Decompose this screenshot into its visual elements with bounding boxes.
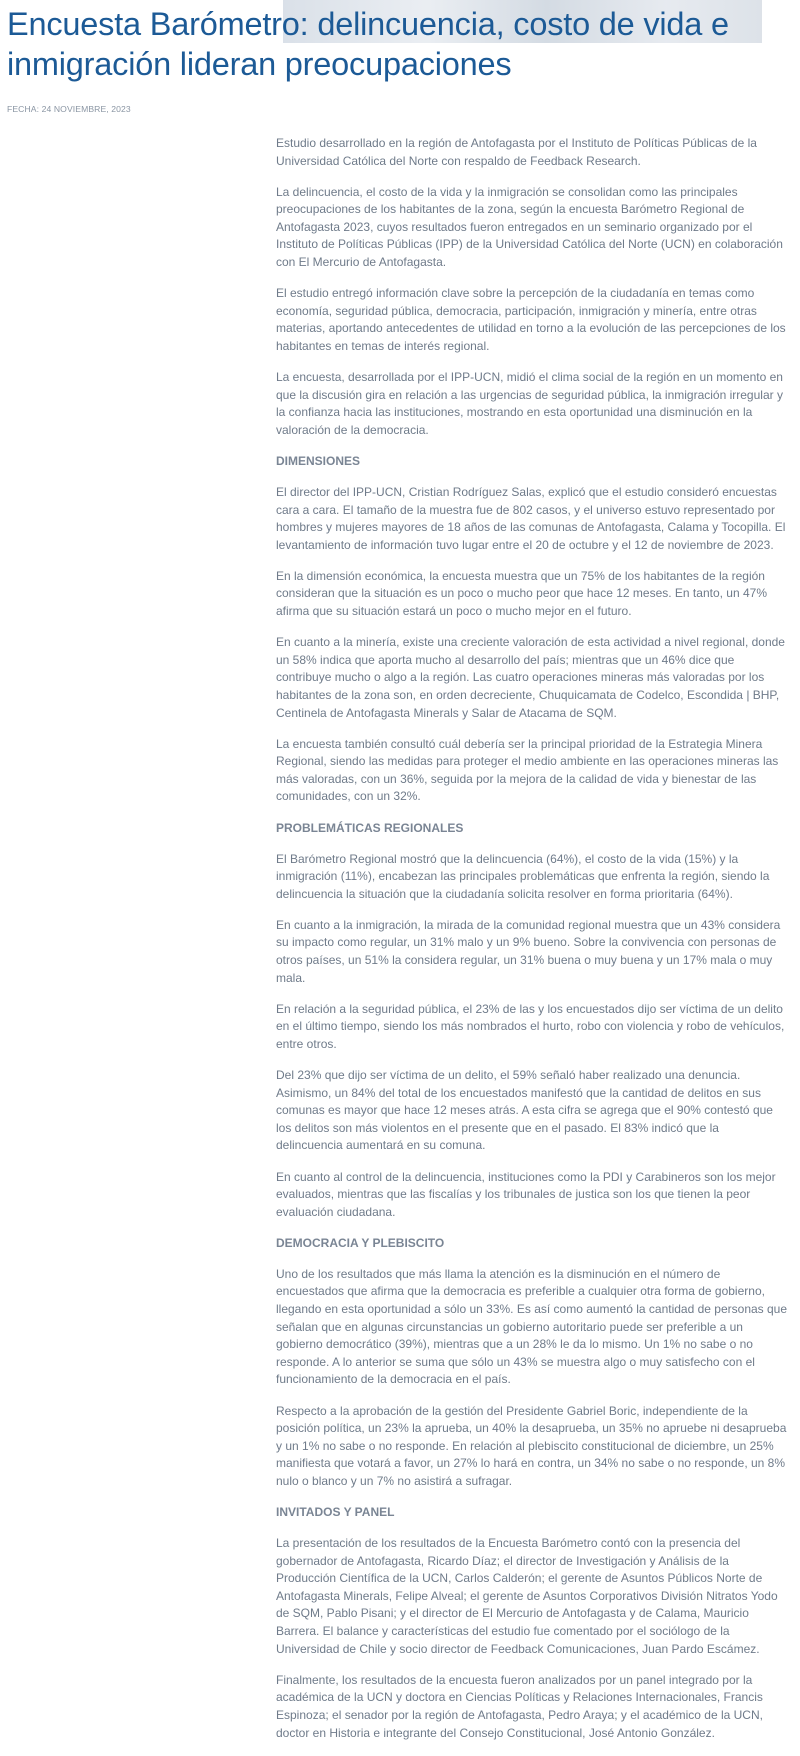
section-heading-dimensiones: DIMENSIONES (276, 453, 361, 468)
paragraph: Respecto a la aprobación de la gestión del Presidente Gabriel Boric, independiente de la posición política, un 23% la aprueba, un 40% la desaprueba, un 35% no apruebe ni desaprueba y un 1% no sabe o no responde. En relación al plebiscito constitucional de diciembre, un 25% manifiesta que votará a favor, un 27% lo hará en contra, un 34% no sabe o no responde, un 8% nulo o blanco y un 7% no asistirá a sufragar. (276, 1403, 787, 1488)
paragraph: La encuesta, desarrollada por el IPP-UCN, midió el clima social de la región en un momento en que la discusión gira en relación a las urgencias de seguridad pública, la inmigración irregular y la confianza hacia las instituciones, mostrando en esta oportunidad una disminución en la valoración de la democracia. (276, 370, 783, 437)
paragraph: El director del IPP-UCN, Cristian Rodríguez Salas, explicó que el estudio consideró encuestas cara a cara. El tamaño de la muestra fue de 802 casos, y el universo estuvo representado por hombres y mujeres mayores de 18 años de las comunas de Antofagasta, Calama y Tocopilla. El levantamiento de información tuvo lugar entre el 20 de octubre y el 12 de noviembre de 2023. (276, 485, 786, 552)
article-body (276, 135, 788, 1756)
paragraph: En cuanto a la minería, existe una creciente valoración de esta actividad a nivel regional, donde un 58% indica que aporta mucho al desarrollo del país; mientras que un 46% dice que contribuye mucho o algo a la región. Las cuatro operaciones mineras más valoradas por los habitantes de la zona son, en orden decreciente, Chuquicamata de Codelco, Escondida | BHP, Centinela de Antofagasta Minerals y Salar de Atacama de SQM. (276, 635, 785, 720)
section-heading-invitados: INVITADOS Y PANEL (276, 1505, 395, 1519)
paragraph: Finalmente, los resultados de la encuesta fueron analizados por un panel integrado por la académica de la UCN y doctora en Ciencias Políticas y Relaciones Internacionales, Francis Espinoza; el senador por la región de Antofagasta, Pedro Araya; y el académico de la UCN, doctor en Historia e integrante del Consejo Constitucional, José Antonio González. (276, 1672, 763, 1740)
paragraph: La presentación de los resultados de la Encuesta Barómetro contó con la presencia del gobernador de Antofagasta, Ricardo Díaz; el director de Investigación y Análisis de la Producción Científica de la UCN, Carlos Calderón; el gerente de Asuntos Públicos Norte de Antofagasta Minerals, Felipe Alveal; el gerente de Asuntos Corporativos División Nitratos Yodo de SQM, Pablo Pisani; y el director de El Mercurio de Antofagasta y de Calama, Mauricio Barrera. El balance y características del estudio fue comentado por el sociólogo de la Universidad de Chile y socio director de Feedback Comunicaciones, Juan Pardo Escámez. (276, 1536, 778, 1656)
paragraph: Estudio desarrollado en la región de Antofagasta por el Instituto de Políticas Públicas de la Universidad Católica del Norte con respaldo de Feedback Research. (276, 136, 757, 168)
paragraph: En cuanto al control de la delincuencia, instituciones como la PDI y Carabineros son los mejor evaluados, mientras que las fiscalías y los tribunales de justica son los que tienen la peor evaluación ciudadana. (276, 1169, 776, 1219)
section-heading-democracia: DEMOCRACIA Y PLEBISCITO (276, 1235, 445, 1250)
paragraph: En la dimensión económica, la encuesta muestra que un 75% de los habitantes de la región consideran que la situación es un poco o mucho peor que hace 12 meses. En tanto, un 47% afirma que su situación estará un poco o mucho mejor en el futuro. (276, 568, 767, 619)
paragraph: En cuanto a la inmigración, la mirada de la comunidad regional muestra que un 43% considera su impacto como regular, un 31% malo y un 9% bueno. Sobre la convivencia con personas de otros países, un 51% la considera regular, un 31% buena o muy buena y un 17% mala o muy mala. (276, 917, 781, 985)
paragraph: El estudio entregó información clave sobre la percepción de la ciudadanía en temas como economía, seguridad pública, democracia, participación, inmigración y minería, entre otras materias, aportando antecedentes de utilidad en torno a la evolución de las percepciones de los habitantes en temas de interés regional. (276, 286, 786, 353)
paragraph: La encuesta también consultó cuál debería ser la principal prioridad de la Estrategia Minera Regional, siendo las medidas para proteger el medio ambiente en las operaciones mineras las más valoradas, con un 36%, seguida por la mejora de la calidad de vida y bienestar de las comunidades, con un 32%. (276, 736, 779, 804)
paragraph: En relación a la seguridad pública, el 23% de las y los encuestados dijo ser víctima de un delito en el último tiempo, siendo los más nombrados el hurto, robo con violencia y robo de vehículos, entre otros. (276, 1001, 785, 1051)
article-title: Encuesta Barómetro: delincuencia, costo de vida e inmigración lideran preocupaciones (7, 6, 729, 82)
article-date: FECHA: 24 NOVIEMBRE, 2023 (7, 104, 131, 114)
paragraph: Uno de los resultados que más llama la atención es la disminución en el número de encuestados que afirma que la democracia es preferible a cualquier otra forma de gobierno, llegando en esta oportunidad a sólo un 33%. Es así como aumentó la cantidad de personas que señalan que en algunas circunstancias un gobierno autoritario puede ser preferible a un gobierno democrático (39%), mientras que a un 28% le da lo mismo. Un 1% no sabe o no responde. A lo anterior se suma que sólo un 43% se muestra algo o muy satisfecho con el funcionamiento de la democracia en el país. (276, 1266, 788, 1387)
paragraph: El Barómetro Regional mostró que la delincuencia (64%), el costo de la vida (15%) y la inmigración (11%), encabezan las principales problemáticas que enfrenta la región, siendo la delincuencia la situación que la ciudadanía solicita resolver en forma prioritaria (64%). (276, 851, 770, 901)
paragraph: Del 23% que dijo ser víctima de un delito, el 59% señaló haber realizado una denuncia. Asimismo, un 84% del total de los encuestados manifestó que la cantidad de delitos en sus comunas es mayor que hace 12 meses atrás. A esta cifra se agrega que el 90% contestó que los delitos son más violentos en el presente que en el pasado. El 83% indicó que la delincuencia aumentará en su comuna. (276, 1068, 773, 1153)
paragraph: La delincuencia, el costo de la vida y la inmigración se consolidan como las principales preocupaciones de los habitantes de la zona, según la encuesta Barómetro Regional de Antofagasta 2023, cuyos resultados fueron entregados en un seminario organizado por el Instituto de Políticas Públicas (IPP) de la Universidad Católica del Norte (UCN) en colaboración con El Mercurio de Antofagasta. (276, 184, 783, 270)
section-heading-problematicas: PROBLEMÁTICAS REGIONALES (276, 820, 464, 835)
